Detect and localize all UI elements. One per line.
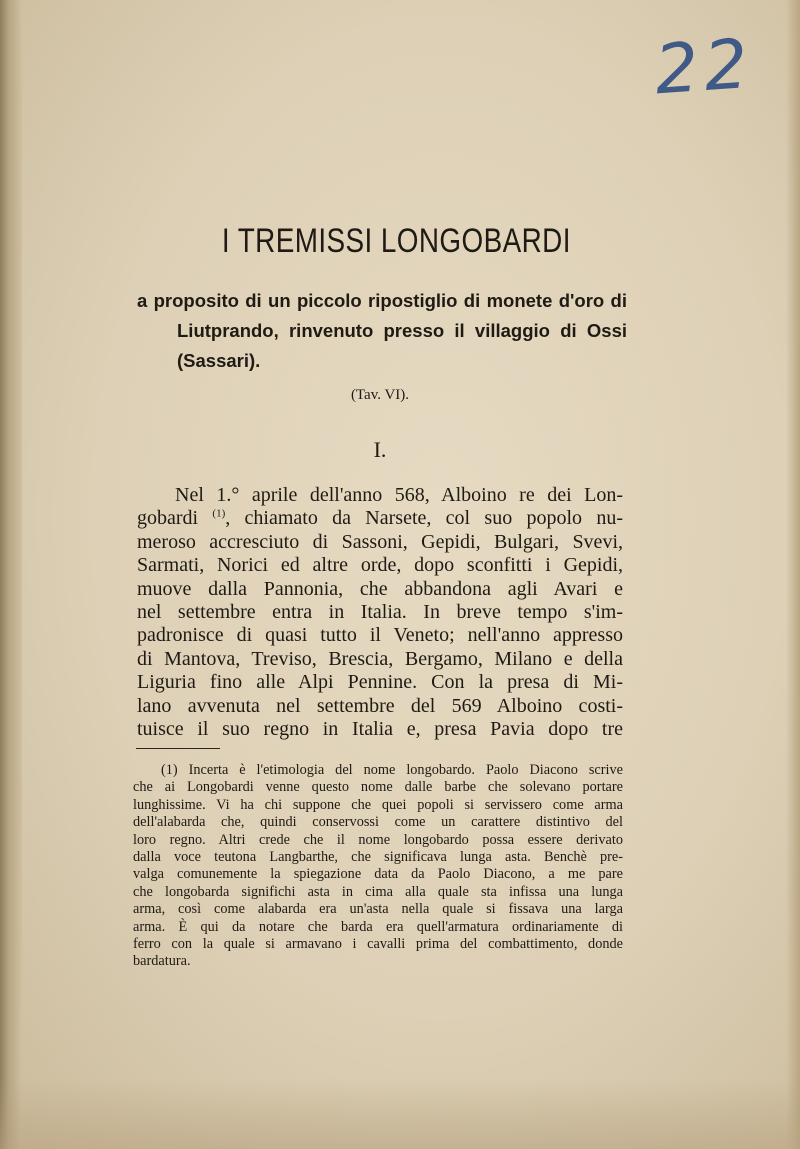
article-subtitle [137,286,627,376]
footnote-line: arma. È qui da notare che barda era quell'armatura ordinariamente di [133,918,623,935]
page-edge [786,0,800,1149]
footnote-line: che longobarda significhi asta in cima alla quale sta infissa una lunga [133,883,623,900]
body-line [137,507,623,530]
handwritten-page-number: 22 [652,24,757,111]
footnote-line: loro regno. Altri crede che il nome longobardo possa essere derivato [133,831,623,848]
body-line: di Mantova, Treviso, Brescia, Bergamo, Milano e della [137,647,623,670]
footnote-line: lunghissime. Vi ha chi suppone che quei popoli si servissero come arma [133,796,623,813]
body-line: Nel 1.° aprile dell'anno 568, Alboino re dei Lon- [175,484,623,506]
subtitle-line: Liutprando, rinvenuto presso il villaggio di Ossi [177,320,627,341]
body-line: meroso accresciuto di Sassoni, Gepidi, Bulgari, Svevi, [137,530,623,553]
footnote-reference: (1) [212,507,226,520]
body-line: padronisce di quasi tutto il Veneto; nell'anno appresso [137,624,623,647]
body-line-rest: , chiamato da Narsete, col suo popolo nu- [225,507,624,530]
footnote-line: arma, così come alabarda era un'asta nella quale si fissava una larga [133,901,623,918]
body-line: nel settembre entra in Italia. In breve tempo s'im- [137,601,623,624]
body-text [137,484,623,741]
footnote-line: (1) Incerta è l'etimologia del nome longobardo. Paolo Diacono scrive [161,762,623,778]
binding-edge [0,0,22,1149]
subtitle-line: (Sassari). [177,350,261,371]
body-line: Sarmati, Norici ed altre orde, dopo sconfitti i Gepidi, [137,554,623,577]
section-number: I. [373,437,387,462]
plate-reference: (Tav. VI). [350,387,410,403]
footnote-line: valga comunemente la spiegazione data da Paolo Diacono, a me pare [133,866,623,883]
footnote-line: dalla voce teutona Langbarthe, che significava lunga asta. Benchè pre- [133,849,623,866]
body-line-start: gobardi [137,507,199,530]
footnote [133,762,623,971]
footnote-line: che ai Longobardi venne questo nome dalle barbe che solevano portare [133,779,623,796]
body-line: tuisce il suo regno in Italia e, presa Pavia dopo tre [137,718,623,741]
paper-stain [0,1079,800,1149]
subtitle-line: a proposito di un piccolo ripostiglio di monete d'oro di [137,290,627,311]
body-line: lano avvenuta nel settembre del 569 Alboino costi- [137,694,623,717]
footnote-line: ferro con la quale si armavano i cavalli prima del combattimento, donde [133,936,623,953]
article-title: I TREMISSI LONGOBARDI [221,222,571,260]
body-line: Liguria fino alle Alpi Pennine. Con la presa di Mi- [137,671,623,694]
footnote-line: dell'alabarda che, quindi conservossi come un carattere distintivo del [133,814,623,831]
footnote-line: bardatura. [133,953,191,970]
footnote-divider [136,748,220,749]
body-line: muove dalla Pannonia, che abbandona agli Avari e [137,577,623,600]
